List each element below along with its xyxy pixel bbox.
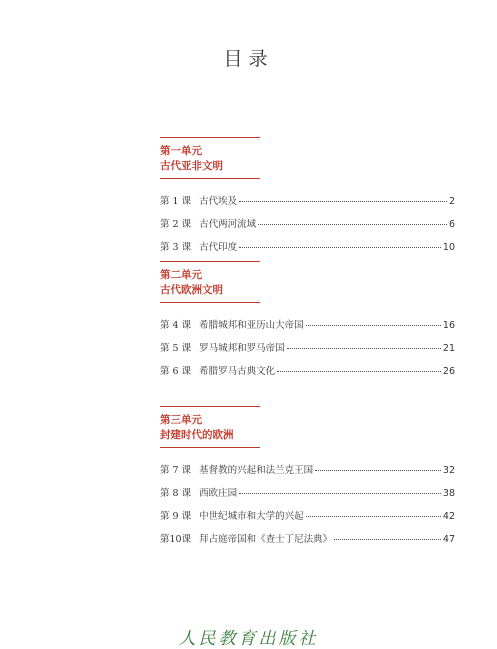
dot-leader: [306, 516, 441, 517]
page-number: 10: [442, 242, 455, 253]
page-title: 目录: [223, 48, 274, 70]
lesson-entry[interactable]: [160, 508, 455, 531]
unit-divider: [160, 406, 260, 407]
unit-subtitle: 封建时代的欧洲: [160, 429, 234, 441]
lesson-number: 第 9 课: [160, 511, 192, 522]
lesson-title: 古代埃及: [199, 196, 238, 207]
unit-3: [160, 406, 455, 554]
lesson-number: 第10课: [160, 534, 192, 545]
lesson-title: 西欧庄园: [199, 488, 238, 499]
lesson-title: 希腊城邦和亚历山大帝国: [199, 320, 304, 331]
lesson-number: 第 2 课: [160, 219, 192, 230]
lesson-title: 罗马城邦和罗马帝国: [199, 343, 285, 354]
lesson-number: 第 1 课: [160, 196, 192, 207]
lesson-entry[interactable]: [160, 363, 455, 386]
unit-divider: [160, 137, 260, 138]
page-number: 16: [442, 320, 455, 331]
unit-subtitle: 古代亚非文明: [160, 160, 223, 172]
lesson-title: 拜占庭帝国和《查士丁尼法典》: [199, 534, 333, 545]
lesson-title: 古代印度: [199, 242, 238, 253]
dot-leader: [315, 470, 441, 471]
publisher-logo: 人民教育出版社: [178, 629, 319, 649]
page-number: 47: [442, 534, 455, 545]
page-number: 2: [448, 196, 455, 207]
page-number: 32: [442, 465, 455, 476]
lesson-entry[interactable]: [160, 340, 455, 363]
lesson-number: 第 5 课: [160, 343, 192, 354]
page-number: 6: [448, 219, 455, 230]
lesson-title: 基督教的兴起和法兰克王国: [199, 465, 314, 476]
page-number: 42: [442, 511, 455, 522]
lesson-title: 古代两河流域: [199, 219, 257, 230]
lesson-entry[interactable]: [160, 193, 455, 216]
unit-subtitle: 古代欧洲文明: [160, 284, 223, 296]
dot-leader: [239, 493, 441, 494]
unit-divider: [160, 447, 260, 448]
lesson-entry[interactable]: [160, 462, 455, 485]
unit-name: 第三单元: [160, 414, 202, 426]
unit-2: [160, 261, 455, 386]
unit-name: 第二单元: [160, 269, 202, 281]
lesson-list: [160, 317, 455, 386]
lesson-number: 第 7 课: [160, 465, 192, 476]
unit-divider: [160, 178, 260, 179]
dot-leader: [239, 201, 447, 202]
page-number: 26: [442, 366, 455, 377]
dot-leader: [306, 325, 441, 326]
dot-leader: [277, 371, 441, 372]
dot-leader: [287, 348, 441, 349]
lesson-entry[interactable]: [160, 216, 455, 239]
unit-name: 第一单元: [160, 145, 202, 157]
lesson-number: 第 8 课: [160, 488, 192, 499]
lesson-list: [160, 462, 455, 554]
dot-leader: [239, 247, 441, 248]
lesson-entry[interactable]: [160, 239, 455, 262]
lesson-number: 第 6 课: [160, 366, 192, 377]
unit-1: [160, 137, 455, 262]
dot-leader: [334, 539, 441, 540]
unit-divider: [160, 261, 260, 262]
lesson-title: 中世纪城市和大学的兴起: [199, 511, 304, 522]
lesson-list: [160, 193, 455, 262]
page-number: 38: [442, 488, 455, 499]
dot-leader: [258, 224, 447, 225]
unit-divider: [160, 302, 260, 303]
lesson-entry[interactable]: [160, 317, 455, 340]
lesson-number: 第 3 课: [160, 242, 192, 253]
lesson-title: 希腊罗马古典文化: [199, 366, 276, 377]
page-number: 21: [442, 343, 455, 354]
lesson-entry[interactable]: [160, 485, 455, 508]
lesson-entry[interactable]: [160, 531, 455, 554]
lesson-number: 第 4 课: [160, 320, 192, 331]
